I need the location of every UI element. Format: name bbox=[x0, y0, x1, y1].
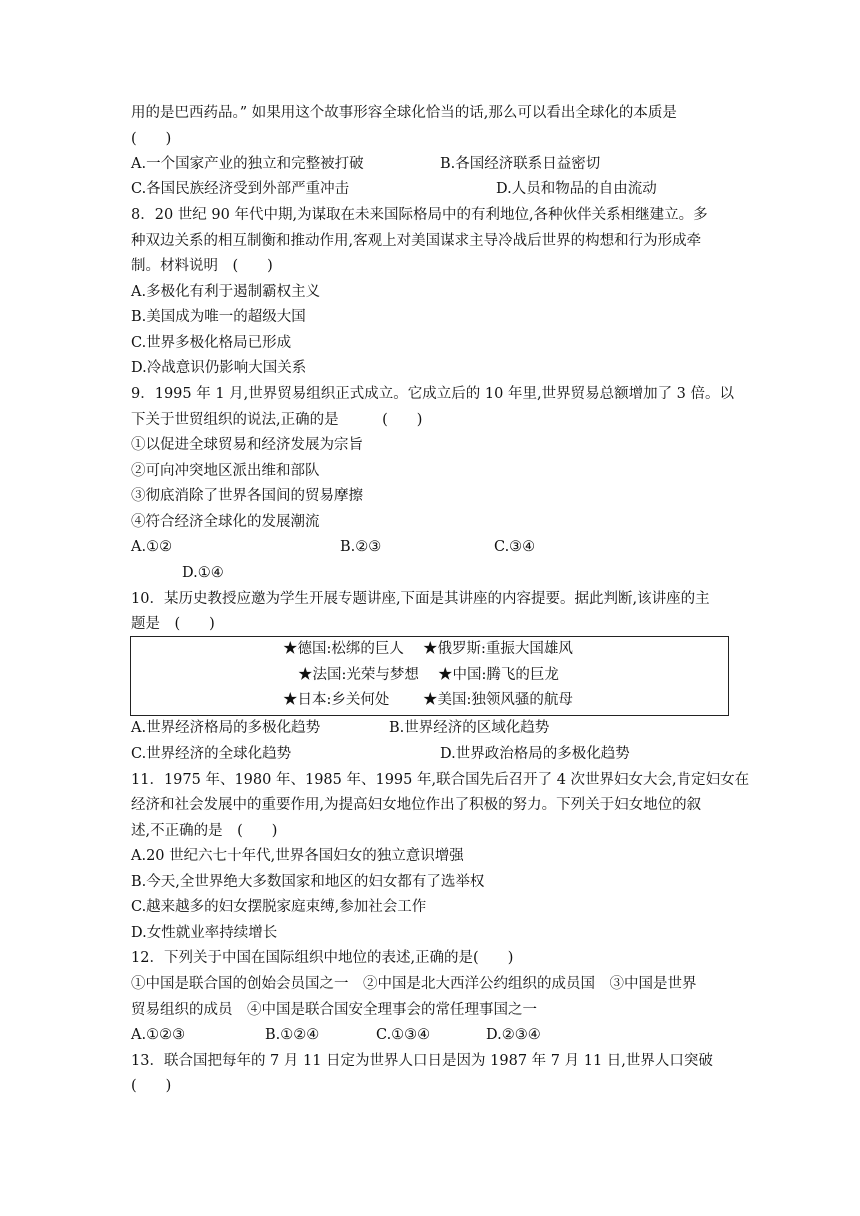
q9-option-d: D.①④ bbox=[182, 565, 224, 581]
q9-statement-3: ③彻底消除了世界各国间的贸易摩擦 bbox=[131, 488, 363, 504]
q10-option-d: D.世界政治格局的多极化趋势 bbox=[440, 746, 630, 762]
q9-statement-2: ②可向冲突地区派出维和部队 bbox=[131, 463, 320, 479]
q8-stem-line-1: 8．20 世纪 90 年代中期,为谋取在未来国际格局中的有利地位,各种伙伴关系相继建立。多 bbox=[131, 207, 708, 223]
q11-option-a: A.20 世纪六七十年代,世界各国妇女的独立意识增强 bbox=[131, 848, 464, 864]
box-item-france: ★法国:光荣与梦想 bbox=[298, 667, 419, 683]
q10-option-a: A.世界经济格局的多极化趋势 bbox=[131, 720, 321, 736]
q11-option-d: D.女性就业率持续增长 bbox=[131, 925, 278, 941]
q7-answer-blank: ( ) bbox=[131, 131, 172, 147]
q8-stem-line-3: 制。材料说明 ( ) bbox=[131, 258, 273, 274]
q9-option-b: B.②③ bbox=[340, 539, 382, 555]
box-item-china: ★中国:腾飞的巨龙 bbox=[438, 667, 559, 683]
q9-option-a: A.①② bbox=[131, 539, 173, 555]
q12-stem: 12．下列关于中国在国际组织中地位的表述,正确的是( ) bbox=[131, 950, 514, 966]
q9-stem-line-1: 9．1995 年 1 月,世界贸易组织正式成立。它成立后的 10 年里,世界贸易总额增加了 3 倍。以 bbox=[131, 386, 735, 402]
box-item-japan: ★日本:乡关何处 bbox=[283, 692, 390, 708]
q10-lecture-outline-box bbox=[130, 636, 729, 716]
q11-option-b: B.今天,全世界绝大多数国家和地区的妇女都有了选举权 bbox=[131, 874, 485, 890]
q7-option-b: B.各国经济联系日益密切 bbox=[440, 156, 601, 172]
box-item-germany: ★德国:松绑的巨人 bbox=[283, 641, 404, 657]
q10-stem-line-2: 题是 ( ) bbox=[131, 616, 215, 632]
q8-stem-line-2: 种双边关系的相互制衡和推动作用,客观上对美国谋求主导冷战后世界的构想和行为形成牵 bbox=[131, 233, 702, 249]
q7-stem-line: 用的是巴西药品。” 如果用这个故事形容全球化恰当的话,那么可以看出全球化的本质是 bbox=[131, 105, 677, 121]
q11-option-c: C.越来越多的妇女摆脱家庭束缚,参加社会工作 bbox=[131, 899, 427, 915]
q13-stem: 13．联合国把每年的 7 月 11 日定为世界人口日是因为 1987 年 7 月 11 日,世界人口突破 bbox=[131, 1053, 713, 1069]
q8-option-c: C.世界多极化格局已形成 bbox=[131, 335, 292, 351]
q7-option-d: D.人员和物品的自由流动 bbox=[496, 181, 657, 197]
q9-stem-line-2: 下关于世贸组织的说法,正确的是 ( ) bbox=[131, 412, 423, 428]
q10-option-c: C.世界经济的全球化趋势 bbox=[131, 746, 292, 762]
q8-option-d: D.冷战意识仍影响大国关系 bbox=[131, 360, 307, 376]
q12-statements-line-2: 贸易组织的成员 ④中国是联合国安全理事会的常任理事国之一 bbox=[131, 1002, 537, 1018]
q11-stem-line-2: 经济和社会发展中的重要作用,为提高妇女地位作出了积极的努力。下列关于妇女地位的叙 bbox=[131, 797, 702, 813]
q12-statements-line-1: ①中国是联合国的创始会员国之一 ②中国是北大西洋公约组织的成员国 ③中国是世界 bbox=[131, 976, 697, 992]
q8-option-a: A.多极化有利于遏制霸权主义 bbox=[131, 284, 321, 300]
box-item-russia: ★俄罗斯:重振大国雄风 bbox=[423, 641, 573, 657]
q12-option-d: D.②③④ bbox=[486, 1027, 541, 1043]
q9-statement-1: ①以促进全球贸易和经济发展为宗旨 bbox=[131, 437, 363, 453]
box-item-usa: ★美国:独领风骚的航母 bbox=[423, 692, 573, 708]
q10-option-b: B.世界经济的区域化趋势 bbox=[389, 720, 550, 736]
q8-option-b: B.美国成为唯一的超级大国 bbox=[131, 309, 306, 325]
q9-statement-4: ④符合经济全球化的发展潮流 bbox=[131, 514, 320, 530]
q11-stem-line-3: 述,不正确的是 ( ) bbox=[131, 823, 278, 839]
q7-option-a: A.一个国家产业的独立和完整被打破 bbox=[131, 156, 364, 172]
q11-stem-line-1: 11．1975 年、1980 年、1985 年、1995 年,联合国先后召开了 4 次世界妇女大会,肯定妇女在 bbox=[131, 772, 750, 788]
q12-option-c: C.①③④ bbox=[376, 1027, 431, 1043]
q12-option-a: A.①②③ bbox=[131, 1027, 186, 1043]
q7-option-c: C.各国民族经济受到外部严重冲击 bbox=[131, 181, 350, 197]
q9-option-c: C.③④ bbox=[494, 539, 536, 555]
q10-stem-line-1: 10．某历史教授应邀为学生开展专题讲座,下面是其讲座的内容提要。据此判断,该讲座的主 bbox=[131, 591, 710, 607]
q13-answer-blank: ( ) bbox=[131, 1078, 172, 1094]
q12-option-b: B.①②④ bbox=[265, 1027, 320, 1043]
